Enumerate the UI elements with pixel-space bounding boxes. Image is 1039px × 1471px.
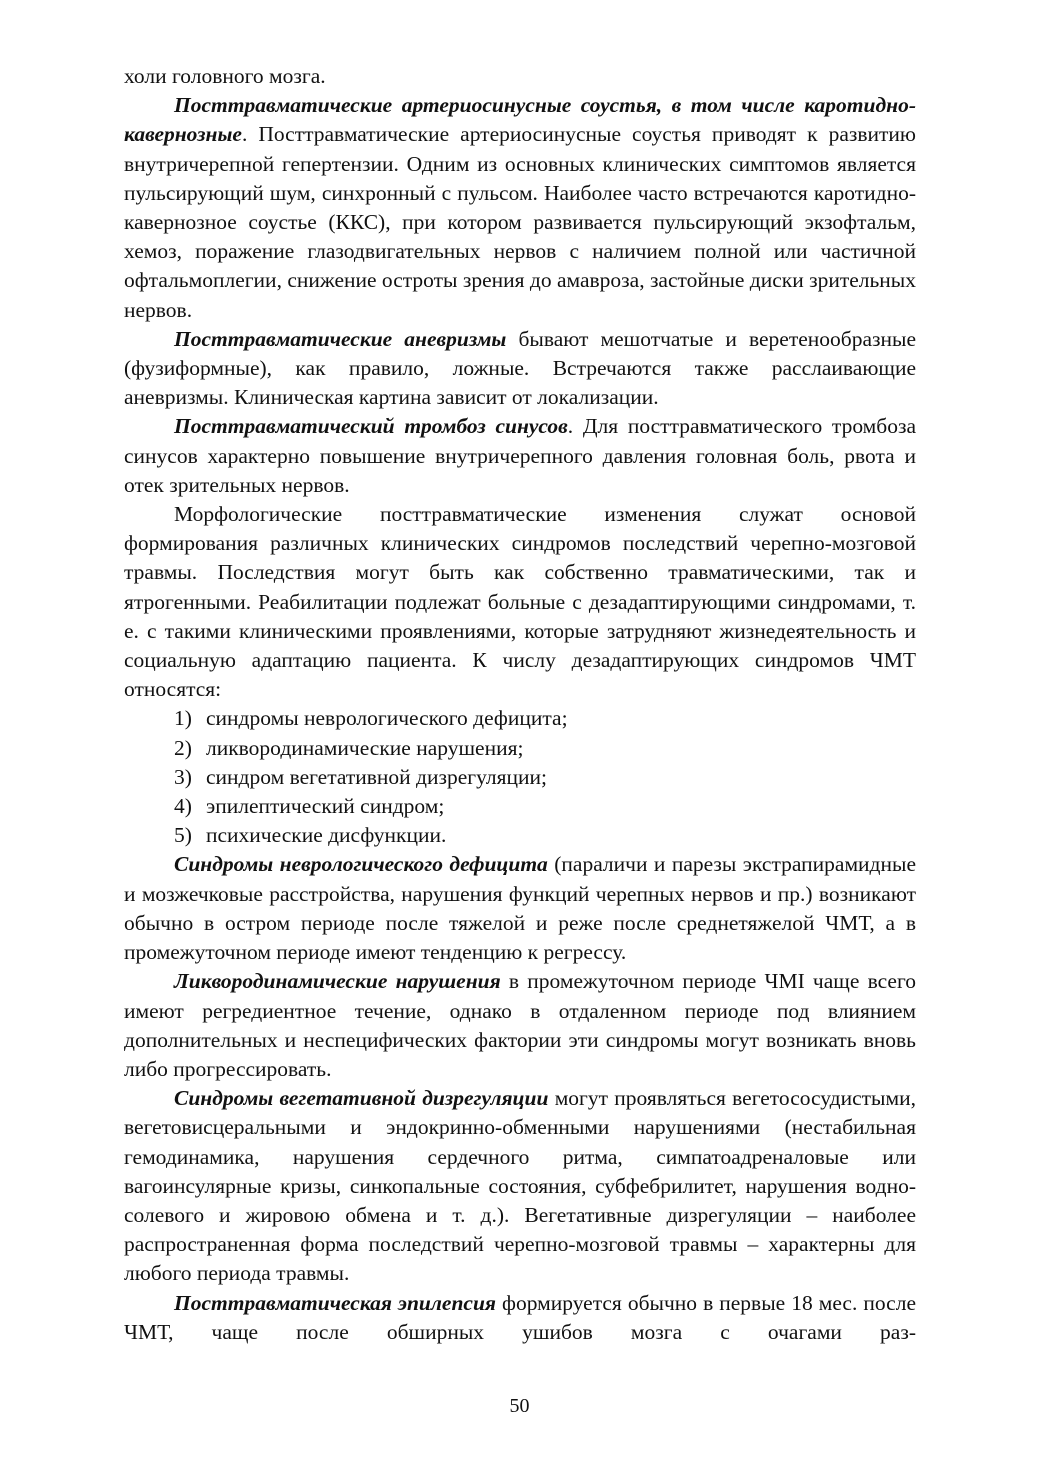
term-heading: Синдромы вегетативной дизрегуляции: [174, 1086, 549, 1111]
list-number: 4): [174, 794, 192, 819]
term-heading-punct: .: [567, 414, 574, 439]
list-text: ликвородинамические нарушения;: [206, 735, 524, 760]
paragraph-text: Для посттравматического тромбоза синусов характерно повышение внутричерепного давления головная боль, рвота и отек зрительных нервов.: [124, 414, 916, 497]
paragraph-text: могут проявляться вегетососудистыми, вегетовисцеральными и эндокринно-обменными нарушениями (нестабильная гемодинамика, нарушения сердечного ритма, симпатоадреналовые или вагоинсулярные кризы, синкопальные состояния, субфебрилитет, нарушения водно-солевого и жировою обмена и т. д.). Вегетативные дизрегуляции – наиболее распространенная форма последствий черепно-мозговой травмы – характерны для любого периода травмы.: [124, 1086, 916, 1286]
paragraph-sinus-thrombosis: [124, 412, 916, 500]
paragraph-text: (параличи и парезы экстрапирамидные и мозжечковые расстройства, нарушения функций черепных нервов и пр.) возникают обычно в остром периоде после тяжелой и реже после среднетяжелой ЧМТ, а в промежуточном периоде имеют тенденцию к регрессу.: [124, 852, 916, 965]
list-item: [124, 792, 916, 821]
list-text: синдромы неврологического дефицита;: [206, 706, 568, 731]
list-text: синдром вегетативной дизрегуляции;: [206, 764, 548, 789]
list-number: 2): [174, 735, 192, 760]
document-page: [124, 62, 916, 1347]
paragraph-aneurysms: [124, 325, 916, 413]
list-number: 1): [174, 706, 192, 731]
paragraph-vegetative-dysregulation: [124, 1084, 916, 1288]
list-number: 5): [174, 823, 192, 848]
list-text: эпилептический синдром;: [206, 794, 445, 819]
list-item: [124, 763, 916, 792]
paragraph-text: Посттравматические артериосинусные соустья приводят к развитию внутричерепной гепертензии. Одним из основных клинических симптомов является пульсирующий шум, синхронный с пульсом. Наиболее часто встречаются каротидно-кавернозное соустье (ККС), при котором развивается пульсирующий экзофтальм, хемоз, поражение глазодвигательных нервов с наличием полной или частичной офтальмоплегии, снижение остроты зрения до амавроза, застойные диски зрительных нервов.: [124, 122, 916, 322]
page-number: 50: [509, 1395, 530, 1417]
term-heading: Посттравматическая эпилепсия: [174, 1290, 496, 1315]
list-item: [124, 734, 916, 763]
term-heading-punct: .: [241, 122, 248, 147]
paragraph-arteriosinus-fistula: [124, 91, 916, 325]
term-heading: Посттравматический тромбоз синусов: [174, 414, 568, 439]
list-item: [124, 821, 916, 850]
list-text: психические дисфункции.: [206, 823, 447, 848]
paragraph-text: бывают мешотчатые и веретенообразные (фузиформные), как правило, ложные. Встречаются также расслаивающие аневризмы. Клиническая картина зависит от локализации.: [124, 326, 916, 410]
paragraph-morphological-changes: Морфологические посттравматические изменения служат основой формирования различных клинических синдромов последствий черепно-мозговой травмы. Последствия могут быть как собственно травматическими, так и ятрогенными. Реабилитации подлежат больные с дезадаптирующими синдромами, т. е. с такими клиническими проявлениями, которые затрудняют жизнедеятельность и социальную адаптацию пациента. К числу дезадаптирующих синдромов ЧМТ относятся:: [124, 502, 916, 702]
term-heading: Ликвородинамические нарушения: [174, 969, 501, 994]
term-heading: Посттравматические аневризмы: [174, 326, 507, 351]
syndrome-list: [124, 704, 916, 850]
paragraph-neurological-deficit: [124, 850, 916, 967]
paragraph-liquorodynamic: [124, 967, 916, 1084]
paragraph-epilepsy: [124, 1289, 916, 1347]
paragraph-text: формируется обычно в первые 18 мес. после ЧМТ, чаще после обширных ушибов мозга с очагами раз-: [124, 1290, 916, 1344]
list-item: [124, 704, 916, 733]
list-number: 3): [174, 764, 192, 789]
term-heading: Синдромы неврологического дефицита: [174, 852, 548, 877]
term-heading: Посттравматические артериосинусные соустья, в том числе каротидно-кавернозные: [124, 93, 916, 147]
paragraph-continuation: холи головного мозга.: [124, 64, 326, 88]
paragraph-text: в промежуточном периоде ЧМI чаще всего имеют регредиентное течение, однако в отдаленном периоде под влиянием дополнительных и неспецифических фактории эти синдромы могут возникать вновь либо прогрессировать.: [124, 969, 916, 1081]
